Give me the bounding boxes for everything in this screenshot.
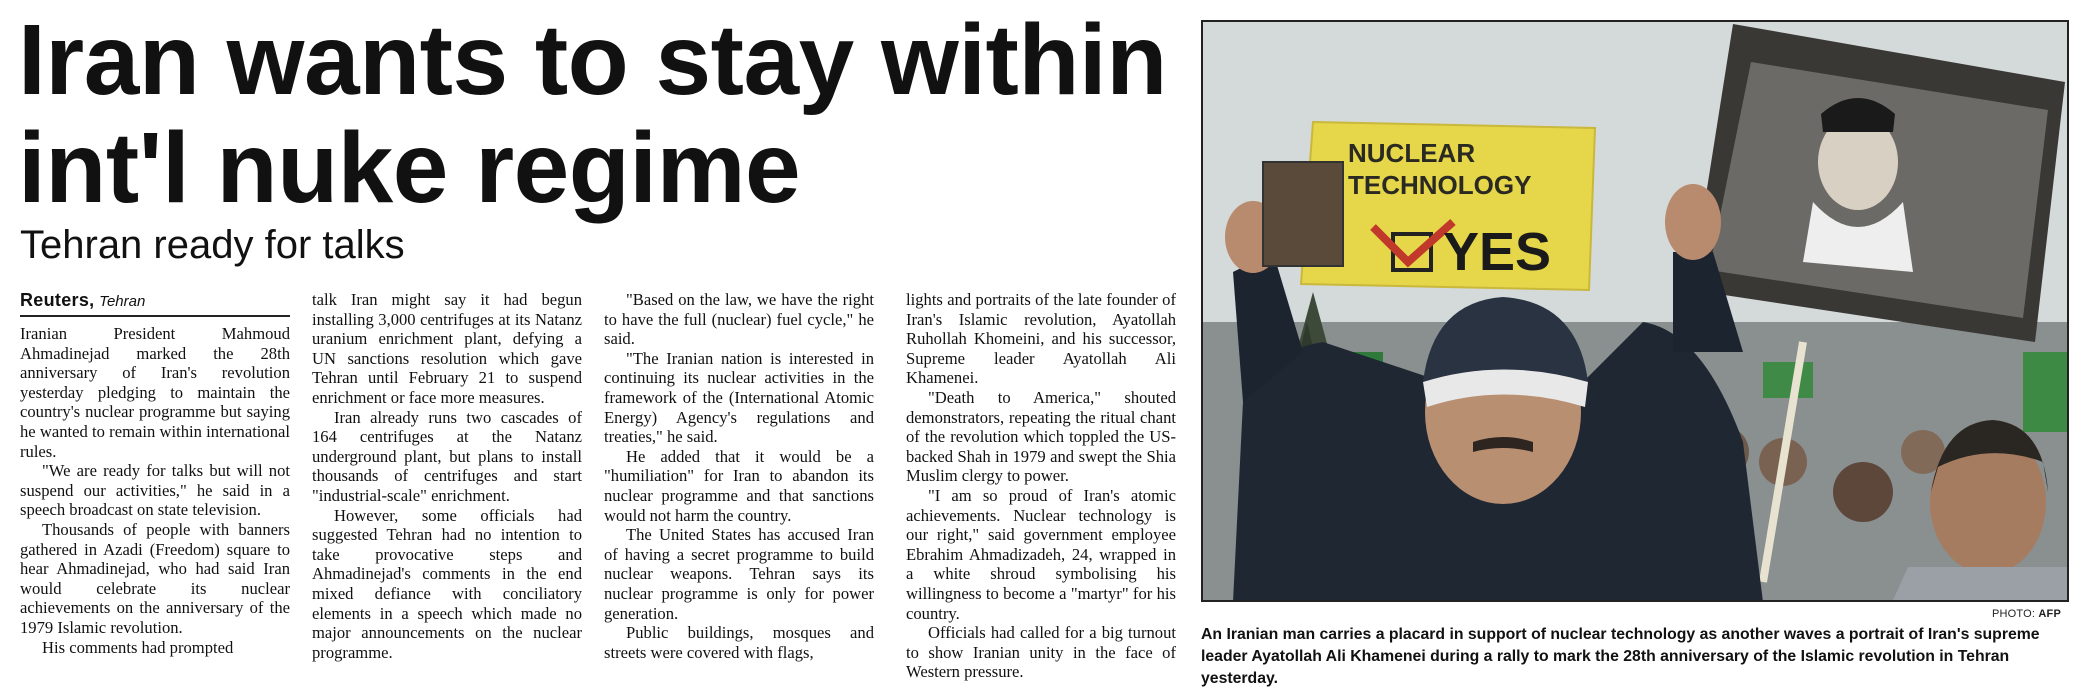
headline-line-1: Iran wants to stay within — [18, 4, 1167, 116]
headline — [18, 6, 1188, 222]
placard-yes: YES — [1443, 222, 1552, 282]
article-paragraph: He added that it would be a "humiliation" for Iran to abandon its nuclear programme and that sanctions would not harm the country. — [604, 446, 874, 525]
headline-line-2: int'l nuke regime — [18, 112, 801, 224]
article-column-3 — [604, 290, 874, 698]
article-paragraph: The United States has accused Iran of having a secret programme to build nuclear weapons. Tehran says its nuclear programme is only for power generation. — [604, 525, 874, 623]
byline-agency: Reuters, — [20, 290, 95, 310]
placard-line-2: TECHNOLOGY — [1348, 170, 1532, 200]
rally-photo-illustration — [1203, 22, 2067, 600]
photo-credit-source: AFP — [2038, 608, 2061, 620]
article-paragraph: talk Iran might say it had begun installing 3,000 centrifuges at its Natanz uranium enrichment plant, defying a UN sanctions resolution which gave Tehran until February 21 to suspend enrichment or face more measures. — [312, 290, 582, 407]
news-photo — [1201, 20, 2069, 602]
article-paragraph: Iran already runs two cascades of 164 centrifuges at the Natanz underground plant, but plans to install thousands of centrifuges and start "industrial-scale" enrichment. — [312, 407, 582, 505]
article-paragraph: "I am so proud of Iran's atomic achievements. Nuclear technology is our right," said government employee Ebrahim Ahmadizadeh, 24, wrapped in a white shroud symbolising his willingness to become a "martyr" for his country. — [906, 485, 1176, 623]
article-paragraph: However, some officials had suggested Tehran had no intention to take provocative steps and Ahmadinejad's comments in the end mixed defiance with conciliatory elements in a speech which made no major announcements on the nuclear programme. — [312, 505, 582, 662]
subheadline: Tehran ready for talks — [20, 223, 405, 267]
article-paragraph: "We are ready for talks but will not suspend our activities," he said in a speech broadcast on state television. — [20, 461, 290, 520]
article-paragraph: Thousands of people with banners gathered in Azadi (Freedom) square to hear Ahmadinejad, who had said Iran would celebrate its nuclear achievements on the anniversary of the 1979 Islamic revolution. — [20, 519, 290, 637]
placard-line-1: NUCLEAR — [1348, 138, 1476, 168]
article-paragraph: Officials had called for a big turnout to show Iranian unity in the face of Western pressure. — [906, 623, 1176, 682]
photo-credit — [1992, 608, 2061, 620]
article-paragraph: Public buildings, mosques and streets were covered with flags, — [604, 623, 874, 662]
article-paragraph: His comments had prompted — [42, 637, 234, 657]
nuclear-technology-placard — [1301, 122, 1595, 290]
article-paragraph: lights and portraits of the late founder of Iran's Islamic revolution, Ayatollah Ruhollah Khomeini, and his successor, Supreme leader Ayatollah Ali Khamenei. — [906, 290, 1176, 388]
article-paragraph: "Death to America," shouted demonstrators, repeating the ritual chant of the revolution which toppled the US-backed Shah in 1979 and swept the Shia Muslim clergy to power. — [906, 387, 1176, 486]
photo-caption: An Iranian man carries a placard in support of nuclear technology as another waves a portrait of Iran's supreme leader Ayatollah Ali Khamenei during a rally to mark the 28th anniversary of the Islamic revolution in Tehran yesterday. — [1201, 626, 2040, 687]
photo-credit-label: PHOTO: — [1991, 608, 2036, 620]
byline-dateline: Tehran — [99, 293, 146, 310]
byline — [20, 287, 290, 317]
article-column-2 — [312, 290, 582, 698]
article-column-1 — [20, 324, 290, 698]
article-column-4 — [906, 290, 1176, 698]
article-paragraph: Iranian President Mahmoud Ahmadinejad marked the 28th anniversary of Iran's revolution yesterday pledging to maintain the country's nuclear programme but saying he wanted to remain within international rules. — [20, 324, 290, 461]
article-paragraph: "The Iranian nation is interested in continuing its nuclear activities in the framework of the (International Atomic Energy) Agency's regulations and treaties," he said. — [604, 348, 874, 447]
article-paragraph: "Based on the law, we have the right to have the full (nuclear) fuel cycle," he said. — [604, 290, 874, 349]
